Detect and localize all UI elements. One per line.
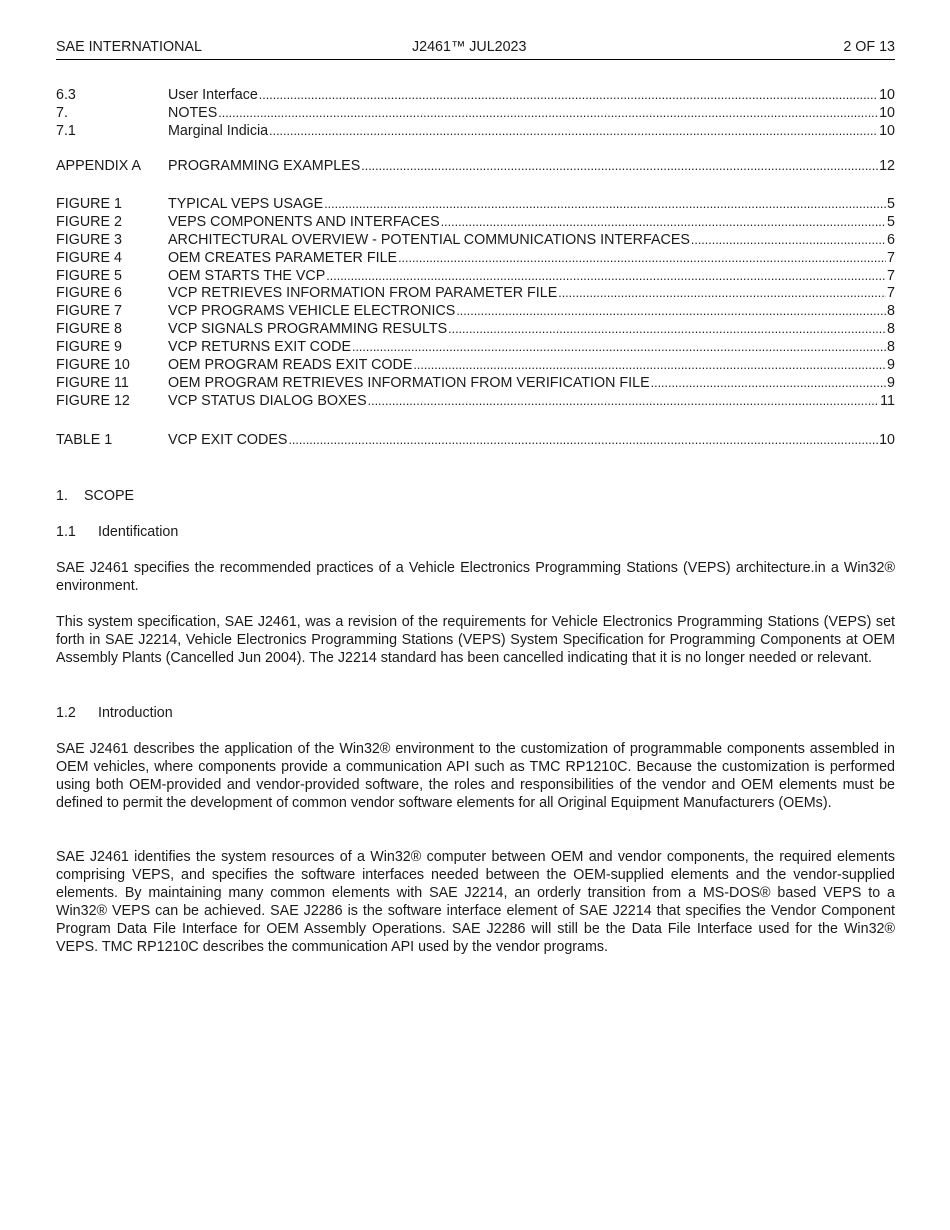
toc-entry-page: 5 — [887, 196, 895, 212]
toc-entry-title: User Interface — [168, 87, 258, 103]
toc-entry-title: Marginal Indicia — [168, 122, 269, 139]
section-number: 1.1 — [56, 524, 76, 540]
toc-entry-page: 11 — [880, 392, 895, 409]
toc-leader-dots — [691, 232, 886, 250]
toc-entry-number: APPENDIX A — [56, 158, 142, 174]
toc-entry — [56, 303, 895, 321]
toc-entry-title: VCP RETURNS EXIT CODE — [168, 339, 351, 356]
toc-entry-number: FIGURE 5 — [56, 267, 122, 284]
toc-entry-title: ARCHITECTURAL OVERVIEW - POTENTIAL COMMUNICATIONS INTERFACES — [168, 231, 690, 248]
toc-entry-number: FIGURE 4 — [56, 249, 122, 266]
toc-entry-title: VCP EXIT CODES — [168, 432, 288, 448]
toc-entry-number: FIGURE 9 — [56, 339, 122, 356]
toc-entry-title: OEM CREATES PARAMETER FILE — [168, 249, 398, 266]
toc-entry-number: FIGURE 6 — [56, 285, 122, 302]
paragraph-introduction-2: SAE J2461 identifies the system resources of a Win32® computer between OEM and vendor components, the required elements comprising VEPS, and specifies the software interfaces needed between the OEM-supplied elements and the vendor-supplied elements. By maintaining many common elements with SAE J2214, an orderly transition from a MS-DOS® based VEPS to a Win32® VEPS can be achieved. SAE J2286 is the software interface element of SAE J2214 that specifies the Vendor Component Program Data File Interface for OEM Assembly Operations. SAE J2286 will still be the Data File Interface used for the Win32® VEPS. TMC RP1210C describes the communication API used by the vendor programs. — [56, 849, 895, 955]
toc-entry-page: 9 — [887, 374, 895, 391]
toc-entry-number: 7. — [56, 104, 68, 121]
toc-entry-title: OEM PROGRAM RETRIEVES INFORMATION FROM VERIFICATION FILE — [168, 374, 650, 391]
section-heading-scope — [56, 487, 134, 505]
toc-entry-number: FIGURE 7 — [56, 303, 122, 320]
toc-leader-dots — [269, 123, 878, 141]
toc-leader-dots — [324, 196, 886, 214]
header-organization: SAE INTERNATIONAL — [56, 39, 202, 55]
toc-leader-dots — [352, 339, 886, 357]
toc-entry — [56, 123, 895, 141]
toc-leader-dots — [361, 158, 878, 176]
toc-tables — [56, 432, 895, 450]
toc-appendix — [56, 158, 895, 176]
toc-figures — [56, 196, 895, 411]
section-heading-identification — [56, 523, 178, 541]
toc-entry — [56, 285, 895, 303]
toc-leader-dots — [441, 214, 886, 232]
toc-entry-page: 5 — [887, 213, 895, 230]
toc-entry-page: 8 — [887, 339, 895, 356]
section-number: 1. — [56, 488, 68, 504]
toc-entry-title: NOTES — [168, 104, 218, 121]
toc-entry-number: 6.3 — [56, 87, 76, 103]
toc-entry-number: FIGURE 1 — [56, 196, 122, 212]
toc-entry — [56, 250, 895, 268]
toc-entry-page: 10 — [879, 432, 895, 448]
toc-leader-dots — [259, 87, 878, 105]
header-document-id: J2461™ JUL2023 — [412, 39, 527, 55]
toc-entry-number: FIGURE 10 — [56, 357, 130, 374]
toc-entry-page: 9 — [887, 357, 895, 374]
section-number: 1.2 — [56, 705, 76, 721]
toc-entry — [56, 232, 895, 250]
toc-entry-number: FIGURE 3 — [56, 231, 122, 248]
toc-entry — [56, 357, 895, 375]
toc-entry-page: 7 — [887, 267, 895, 284]
toc-leader-dots — [558, 285, 886, 303]
toc-leader-dots — [368, 393, 880, 411]
toc-entry — [56, 214, 895, 232]
toc-entry — [56, 196, 895, 214]
toc-entry-title: VCP RETRIEVES INFORMATION FROM PARAMETER FILE — [168, 285, 558, 302]
toc-entry — [56, 105, 895, 123]
toc-entry-page: 10 — [879, 87, 895, 103]
toc-sections — [56, 87, 895, 141]
toc-entry-number: FIGURE 11 — [56, 374, 129, 391]
toc-entry-title: TYPICAL VEPS USAGE — [168, 196, 324, 212]
toc-entry-title: OEM PROGRAM READS EXIT CODE — [168, 357, 413, 374]
section-title: Introduction — [98, 705, 173, 721]
toc-entry-number: 7.1 — [56, 122, 76, 139]
header-page-number: 2 OF 13 — [843, 39, 895, 55]
toc-leader-dots — [218, 105, 878, 123]
toc-entry-page: 12 — [879, 158, 895, 174]
paragraph-introduction-1: SAE J2461 describes the application of the Win32® environment to the customization of programmable components assembled in OEM vehicles, where components provide a communication API such as TMC RP1210C. Because the customization is performed using both OEM-provided and vendor-provided software, the roles and responsibilities of the vendor and OEM elements must be defined to permit the development of common vendor software elements for all Original Equipment Manufacturers (OEMs). — [56, 741, 895, 811]
toc-entry — [56, 393, 895, 411]
toc-entry-title: VCP STATUS DIALOG BOXES — [168, 392, 367, 409]
toc-entry-number: TABLE 1 — [56, 432, 113, 448]
paragraph-identification-1: SAE J2461 specifies the recommended practices of a Vehicle Electronics Programming Stations (VEPS) architecture.in a Win32® environment. — [56, 560, 895, 594]
paragraph-identification-2: This system specification, SAE J2461, was a revision of the requirements for Vehicle Electronics Programming Stations (VEPS) set forth in SAE J2214, Vehicle Electronics Programming Stations (VEPS) System Specification for Programming Components at OEM Assembly Plants (Cancelled Jun 2004). The J2214 standard has been cancelled indicating that it is no longer needed or relevant. — [56, 614, 895, 666]
toc-entry-page: 10 — [879, 104, 895, 121]
toc-leader-dots — [326, 268, 886, 286]
toc-leader-dots — [413, 357, 886, 375]
toc-entry-number: FIGURE 2 — [56, 213, 122, 230]
toc-entry — [56, 87, 895, 105]
toc-entry-title: VEPS COMPONENTS AND INTERFACES — [168, 213, 440, 230]
toc-leader-dots — [398, 250, 886, 268]
toc-entry — [56, 268, 895, 286]
toc-entry-page: 6 — [887, 231, 895, 248]
toc-entry — [56, 375, 895, 393]
page-header — [56, 38, 895, 60]
toc-entry — [56, 321, 895, 339]
toc-entry-title: VCP SIGNALS PROGRAMMING RESULTS — [168, 321, 448, 338]
section-title: SCOPE — [84, 488, 135, 504]
toc-entry-title: OEM STARTS THE VCP — [168, 267, 326, 284]
toc-entry — [56, 339, 895, 357]
toc-entry-page: 8 — [887, 321, 895, 338]
toc-entry-number: FIGURE 12 — [56, 392, 130, 409]
toc-entry-number: FIGURE 8 — [56, 321, 122, 338]
toc-leader-dots — [288, 432, 878, 450]
toc-entry-page: 8 — [887, 303, 895, 320]
toc-entry-title: VCP PROGRAMS VEHICLE ELECTRONICS — [168, 303, 456, 320]
toc-entry — [56, 432, 895, 450]
toc-entry-page: 7 — [887, 249, 895, 266]
section-heading-introduction — [56, 704, 173, 722]
toc-entry — [56, 158, 895, 176]
toc-entry-page: 10 — [879, 122, 895, 139]
toc-entry-title: PROGRAMMING EXAMPLES — [168, 158, 361, 174]
toc-entry-page: 7 — [887, 285, 895, 302]
section-title: Identification — [98, 524, 179, 540]
toc-leader-dots — [448, 321, 886, 339]
toc-leader-dots — [651, 375, 886, 393]
toc-leader-dots — [456, 303, 886, 321]
